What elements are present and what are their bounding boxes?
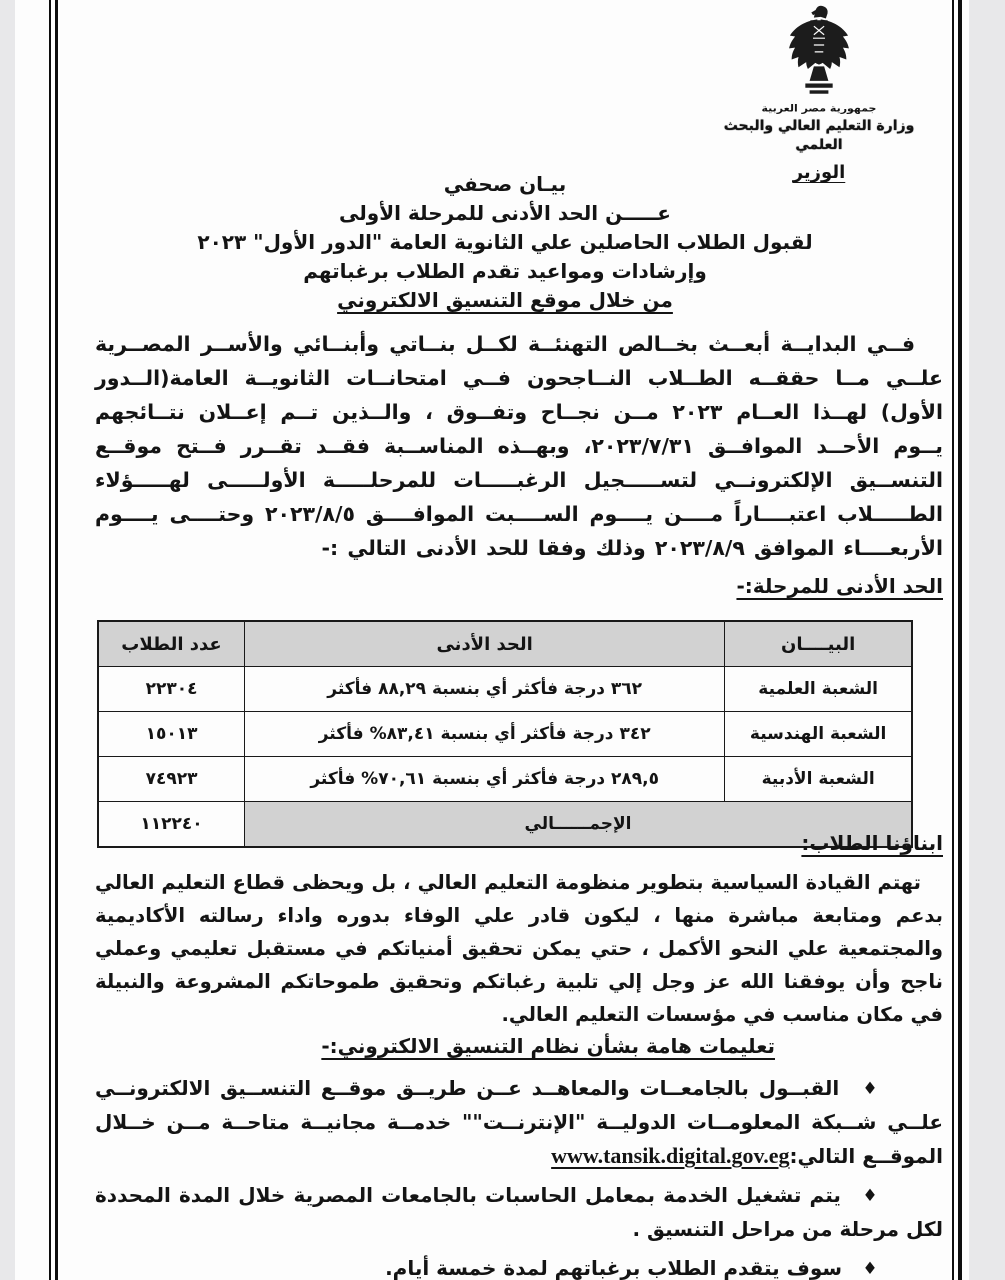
- intro-paragraph: فــي البدايــة أبعــث بخــالص التهنئــة لكــل بنــاتي وأبنــائي والأســر المصــرية علــي مــا حققــه الطــلاب النــاجحون فــي امتحانــات الثانويــة العامة(الــدور الأول) لهــذا العــام ٢٠٢٣ مــن نجــاح وتفــوق ، والــذين تــم إعــلان نتــائجهم يــوم الأحــد الموافــق ٢٠٢٣/٧/٣١، وبهــذه المناســبة فقــد تقــرر فــتح موقــع التنســيق الإلكترونــي لتســـــجيل الرغبـــــات للمرحلـــــة الأولـــــى لهـــــؤلاء الطـــــلاب اعتبــــاراً مــــن يــــوم الســــبت الموافــــق ٢٠٢٣/٨/٥ وحتــــى يــــوم الأربعــــاء الموافق ٢٠٢٣/٨/٩ وذلك وفقا للحد الأدنى التالي :-: [95, 332, 944, 560]
- column-header-student-count: عدد الطلاب: [98, 621, 245, 667]
- press-release-title: [175, 170, 835, 315]
- page-border-left-inner: [55, 0, 58, 1280]
- minimum-score: ٣٤٢ درجة فأكثر أي بنسبة ٨٣,٤١% فأكثر: [245, 712, 725, 757]
- total-label: الإجمــــــالي: [245, 802, 912, 848]
- bullet-text: سوف يتقدم الطلاب برغباتهم لمدة خمسة أيام.: [385, 1256, 843, 1280]
- tansik-website-url: www.tansik.digital.gov.eg: [551, 1143, 790, 1168]
- government-letterhead: [723, 4, 915, 183]
- minimum-score: ٣٦٢ درجة فأكثر أي بنسبة ٨٨,٢٩ فأكثر: [245, 667, 725, 712]
- page-border-right-inner: [952, 0, 954, 1280]
- table-total-row: [98, 802, 912, 848]
- diamond-bullet-icon: ♦: [862, 1077, 878, 1099]
- student-count: ٧٤٩٢٣: [98, 757, 245, 802]
- title-line-5: من خلال موقع التنسيق الالكتروني: [337, 288, 673, 312]
- minimum-stage-heading: الحد الأدنى للمرحلة:-: [736, 574, 943, 598]
- table-row-engineering: [98, 712, 912, 757]
- diamond-bullet-icon: ♦: [862, 1257, 878, 1279]
- title-line-4: وإرشادات ومواعيد تقدم الطلاب برغباتهم: [303, 259, 707, 283]
- diamond-bullet-icon: ♦: [862, 1184, 878, 1206]
- student-count: ١٥٠١٣: [98, 712, 245, 757]
- bullet-item-admission: [95, 1071, 943, 1173]
- title-line-2: عـــــن الحد الأدنى للمرحلة الأولى: [339, 201, 671, 225]
- scan-edge-right: [969, 0, 1005, 1280]
- our-students-heading: ابناؤنا الطلاب:: [801, 831, 943, 855]
- egypt-eagle-emblem-icon: [779, 4, 859, 98]
- page-border-right-outer: [958, 0, 962, 1280]
- table-header-row: [98, 621, 912, 667]
- branch-name: الشعبة الهندسية: [725, 712, 912, 757]
- column-header-minimum: الحد الأدنى: [245, 621, 725, 667]
- ministry-script: وزارة التعليم العالي والبحث العلمي: [723, 118, 915, 153]
- column-header-statement: البيــــان: [725, 621, 912, 667]
- branch-name: الشعبة العلمية: [725, 667, 912, 712]
- table-row-scientific: [98, 667, 912, 712]
- our-students-paragraph: تهتم القيادة السياسية بتطوير منظومة التعليم العالي ، بل ويحظى قطاع التعليم العالي بدعم ومتابعة مباشرة منها ، ليكون قادر علي الوفاء بدوره واداء رسالته الأكاديمية والمجتمعية علي النحو الأكمل ، حتي يمكن تحقيق أمنياتكم في مستقبل تعليمي وعملي ناجح وأن يوفقنا الله عز وجل إلي تلبية رغباتكم وتحقيق طموحاتكم المشروعة والنبيلة في مكان مناسب في مؤسسات التعليم العالي.: [95, 871, 943, 1026]
- bullet-item-computer-labs: [95, 1178, 943, 1246]
- minimum-scores-table: [97, 620, 913, 848]
- minister-title: الوزير: [792, 162, 846, 183]
- bullet-item-five-days: [95, 1251, 943, 1280]
- bullet-text: يتم تشغيل الخدمة بمعامل الحاسبات بالجامعات المصرية خلال المدة المحددة لكل مرحلة من مراحل التنسيق .: [95, 1183, 943, 1241]
- minimum-score: ٢٨٩,٥ درجة فأكثر أي بنسبة ٧٠,٦١% فأكثر: [245, 757, 725, 802]
- total-student-count: ١١٢٢٤٠: [98, 802, 245, 848]
- title-line-1: بيـان صحفي: [443, 172, 567, 196]
- branch-name: الشعبة الأدبية: [725, 757, 912, 802]
- student-count: ٢٢٣٠٤: [98, 667, 245, 712]
- table-row-literary: [98, 757, 912, 802]
- instructions-bullet-list: [95, 1071, 943, 1280]
- bullet-text: القبــول بالجامعــات والمعاهــد عــن طريــق موقــع التنســيق الالكترونــي علــي شــبكة المعلومــات الدوليــة "الإنترنــت"" خدمــة مجانيــة متاحــة مــن خــلال الموقــع التالي:: [95, 1076, 943, 1168]
- scan-edge-left: [0, 0, 15, 1280]
- document-content: [95, 0, 943, 1280]
- page-border-left-outer: [49, 0, 51, 1280]
- instructions-heading: تعليمات هامة بشأن نظام التنسيق الالكتروني:-: [321, 1034, 775, 1058]
- title-line-3: لقبول الطلاب الحاصلين علي الثانوية العامة "الدور الأول" ٢٠٢٣: [197, 230, 813, 254]
- republic-script: جمهورية مصر العربية: [761, 102, 877, 115]
